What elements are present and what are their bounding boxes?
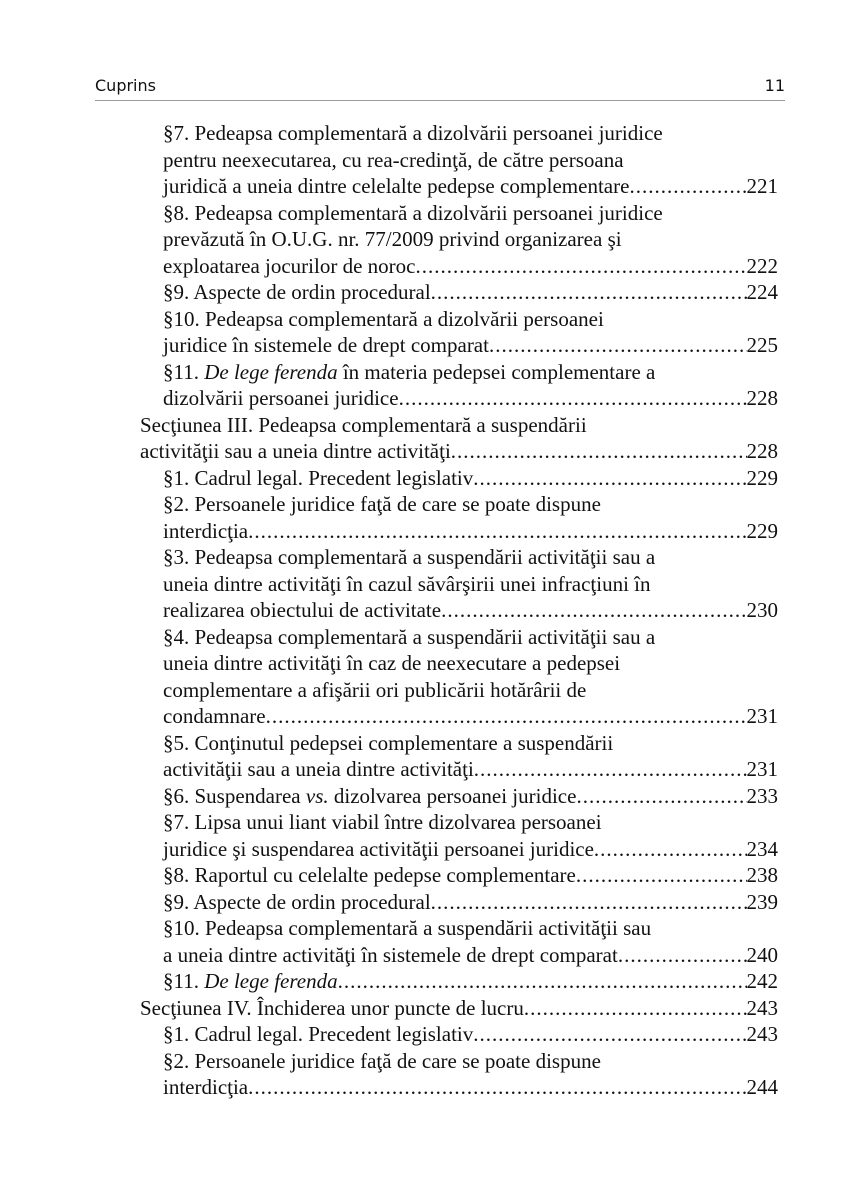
text-segment: interdicţia — [163, 1075, 249, 1099]
dot-leader — [489, 332, 747, 359]
toc-entry — [163, 544, 778, 571]
toc-entry-continuation — [163, 756, 778, 783]
toc-entry-text — [163, 1074, 248, 1101]
toc-page-number: 229 — [746, 465, 778, 490]
toc-entry-continuation — [163, 385, 778, 412]
toc-entry — [163, 783, 778, 810]
toc-entry-continuation — [163, 173, 778, 200]
dot-leader — [629, 173, 746, 200]
text-segment: §5. Conţinutul pedepsei complementare a suspendării — [163, 730, 614, 755]
toc-entry — [163, 1021, 778, 1048]
toc-entry-continuation — [163, 253, 778, 280]
text-segment: §3. Pedeapsa complementară a suspendării activităţii sau a — [163, 545, 656, 569]
toc-entry — [163, 279, 778, 306]
toc-entry — [163, 1048, 778, 1075]
toc-entry-text — [163, 120, 663, 147]
italic-text: vs. — [305, 783, 329, 808]
toc-entry-text — [163, 968, 338, 995]
toc-entry-text — [163, 942, 618, 969]
toc-page-number: 224 — [746, 280, 778, 304]
toc-page-number: 221 — [746, 174, 778, 198]
toc-entry-text — [163, 730, 613, 757]
toc-page-number: 229 — [746, 518, 778, 543]
toc-entry — [163, 730, 778, 757]
italic-text: De lege ferenda — [204, 969, 338, 993]
toc-page-number: 242 — [746, 969, 778, 993]
text-segment: complementare a afişării ori publicării hotărârii de — [163, 677, 587, 702]
text-segment: prevăzută în O.U.G. nr. 77/2009 privind organizarea şi — [163, 227, 622, 251]
toc-page-number: 230 — [746, 598, 778, 622]
text-segment: pentru neexecutarea, cu rea-credinţă, de către persoana — [163, 147, 624, 172]
toc-entry-continuation — [163, 677, 778, 704]
dot-leader — [248, 518, 746, 545]
toc-entry-text — [163, 253, 415, 280]
toc-entry-text — [163, 279, 431, 306]
toc-entry-text — [163, 650, 620, 677]
text-segment: realizarea obiectului de activitate — [163, 598, 442, 622]
toc-entry — [140, 995, 778, 1022]
text-segment: §10. Pedeapsa complementară a suspendării activităţii sau — [163, 916, 652, 940]
toc-entry — [163, 306, 778, 333]
toc-entry-text — [163, 465, 473, 492]
toc-entry — [163, 889, 778, 916]
toc-entry-text — [140, 438, 451, 465]
dot-leader — [431, 889, 747, 916]
toc-entry — [163, 200, 778, 227]
toc-entry-text — [163, 147, 624, 174]
toc-entry-text — [163, 889, 431, 916]
text-segment: activităţii sau a uneia dintre activităţi — [163, 757, 474, 781]
text-segment: juridice şi suspendarea activităţii persoanei juridice — [163, 836, 594, 861]
toc-entry-text — [163, 173, 629, 200]
toc-entry-text — [163, 836, 594, 863]
text-segment: §7. Lipsa unui liant viabil între dizolvarea persoanei — [163, 810, 602, 834]
toc-entry-text — [163, 1021, 473, 1048]
dot-leader — [399, 385, 747, 412]
dot-leader — [441, 597, 746, 624]
toc-page-number: 231 — [746, 704, 778, 728]
text-segment: dizolvării persoanei juridice — [163, 386, 399, 410]
toc-page-number: 228 — [746, 386, 778, 410]
toc-page-number: 238 — [746, 863, 778, 887]
toc-entry-text — [163, 544, 655, 571]
toc-entry-continuation — [163, 571, 778, 598]
toc-entry-continuation — [163, 332, 778, 359]
dot-leader — [248, 1074, 746, 1101]
toc-entry-text — [163, 359, 655, 386]
toc-entry-text — [140, 412, 587, 439]
toc-entry-text — [163, 571, 651, 598]
text-segment: uneia dintre activităţi în cazul săvârşirii unei infracţiuni în — [163, 571, 651, 596]
toc-page-number: 233 — [746, 783, 778, 808]
text-segment: juridice în sistemele de drept comparat — [163, 333, 489, 357]
toc-entry — [163, 968, 778, 995]
dot-leader — [338, 968, 747, 995]
dot-leader — [431, 279, 747, 306]
toc-entry — [163, 120, 778, 147]
text-segment: uneia dintre activităţi în caz de neexecutare a pedepsei — [163, 651, 621, 675]
text-segment: §9. Aspecte de ordin procedural — [163, 889, 431, 914]
text-segment: dizolvarea persoanei juridice — [328, 783, 577, 808]
text-segment: §4. Pedeapsa complementară a suspendării activităţii sau a — [163, 624, 656, 649]
text-segment: §8. Raportul cu celelalte pedepse complementare — [163, 863, 576, 887]
text-segment: §6. Suspendarea — [163, 783, 306, 808]
toc-entry-text — [163, 385, 399, 412]
dot-leader — [474, 756, 747, 783]
toc-entry — [140, 412, 778, 439]
dot-leader — [473, 1021, 746, 1048]
toc-entry — [163, 359, 778, 386]
dot-leader — [473, 465, 746, 492]
toc-entry — [163, 491, 778, 518]
text-segment: §11. — [163, 969, 205, 993]
italic-text: De lege ferenda — [204, 359, 338, 384]
toc-entry — [163, 809, 778, 836]
running-header — [95, 76, 785, 101]
toc-entry-continuation — [163, 942, 778, 969]
toc-page-number: 222 — [746, 253, 778, 278]
toc-page-number: 239 — [746, 889, 778, 914]
text-segment: exploatarea jocurilor de noroc — [163, 253, 416, 278]
text-segment: §11. — [163, 359, 205, 384]
toc-entry-text — [163, 915, 651, 942]
text-segment: interdicţia — [163, 518, 249, 543]
text-segment: §2. Persoanele juridice faţă de care se poate dispune — [163, 1048, 601, 1073]
dot-leader — [618, 942, 747, 969]
text-segment: §8. Pedeapsa complementară a dizolvării persoanei juridice — [163, 200, 663, 225]
toc-page-number: 240 — [746, 942, 778, 967]
toc-entry-continuation — [163, 518, 778, 545]
toc-entry-text — [163, 677, 586, 704]
toc-entry-text — [163, 332, 489, 359]
text-segment: §10. Pedeapsa complementară a dizolvării persoanei — [163, 306, 604, 331]
toc-entry-continuation — [163, 1074, 778, 1101]
toc-entry — [163, 915, 778, 942]
dot-leader — [594, 836, 747, 863]
toc-page-number: 228 — [746, 439, 778, 463]
toc-entry-text — [163, 756, 474, 783]
text-segment: Secţiunea IV. Închiderea unor puncte de lucru — [140, 995, 524, 1020]
toc-page-number: 225 — [746, 333, 778, 357]
toc-page-number: 244 — [746, 1075, 778, 1099]
text-segment: §7. Pedeapsa complementară a dizolvării persoanei juridice — [163, 121, 663, 145]
toc-entry-text — [163, 226, 622, 253]
toc-entry-text — [163, 862, 576, 889]
toc-entry-text — [163, 518, 248, 545]
text-segment: juridică a uneia dintre celelalte pedepse complementare — [163, 174, 630, 198]
toc-entry-text — [163, 491, 601, 518]
toc-page-number: 234 — [746, 836, 778, 861]
toc-entry-continuation — [163, 703, 778, 730]
toc-page-number: 231 — [746, 757, 778, 781]
text-segment: §1. Cadrul legal. Precedent legislativ — [163, 1022, 474, 1046]
header-title: Cuprins — [95, 76, 156, 95]
toc-entry-continuation — [163, 147, 778, 174]
toc-entry-text — [163, 200, 663, 227]
text-segment: §9. Aspecte de ordin procedural — [163, 280, 431, 304]
text-segment: §2. Persoanele juridice faţă de care se poate dispune — [163, 492, 601, 516]
text-segment: §1. Cadrul legal. Precedent legislativ — [163, 465, 474, 490]
dot-leader — [451, 438, 747, 465]
dot-leader — [266, 703, 747, 730]
toc-entry — [163, 624, 778, 651]
toc-entry-continuation — [163, 650, 778, 677]
toc-entry-continuation — [140, 438, 778, 465]
dot-leader — [576, 862, 747, 889]
toc-entry-continuation — [163, 836, 778, 863]
toc-page-number: 243 — [746, 995, 778, 1020]
toc-entry-text — [140, 995, 524, 1022]
toc-entry-continuation — [163, 226, 778, 253]
text-segment: activităţii sau a uneia dintre activităţi — [140, 439, 451, 463]
dot-leader — [576, 783, 746, 810]
toc-entry — [163, 862, 778, 889]
toc-entry-text — [163, 783, 576, 810]
toc-entry-text — [163, 306, 604, 333]
text-segment: Secţiunea III. Pedeapsa complementară a suspendării — [140, 412, 587, 437]
toc-entry-text — [163, 1048, 601, 1075]
text-segment: a uneia dintre activităţi în sistemele de drept comparat — [163, 942, 618, 967]
toc-entry-text — [163, 809, 602, 836]
toc-entry-text — [163, 624, 655, 651]
toc-page-number: 243 — [746, 1022, 778, 1046]
text-segment: condamnare — [163, 704, 266, 728]
toc-entry-text — [163, 703, 266, 730]
text-segment: în materia pedepsei complementare a — [337, 359, 656, 384]
dot-leader — [524, 995, 747, 1022]
toc-entry-text — [163, 597, 441, 624]
toc-entry-continuation — [163, 597, 778, 624]
toc-entry — [163, 465, 778, 492]
header-page-number: 11 — [764, 76, 785, 95]
dot-leader — [415, 253, 746, 280]
